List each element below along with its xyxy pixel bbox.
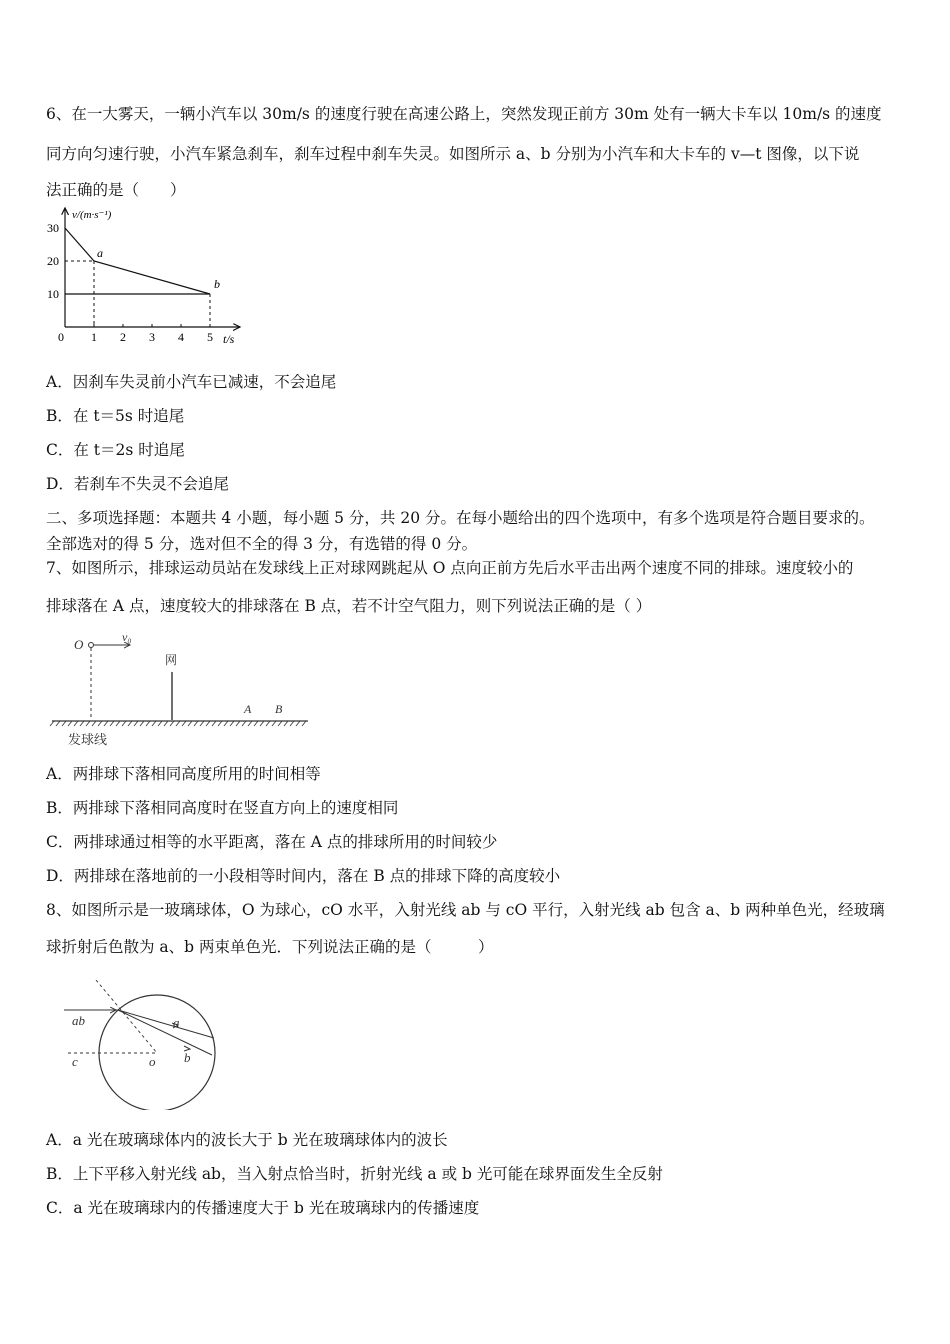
- normal-line: [96, 980, 157, 1053]
- ground-hatch: [128, 721, 132, 726]
- ground-hatch: [266, 721, 270, 726]
- section2-instructions: 全部选对的得 5 分，选对但不全的得 3 分，有选错的得 0 分。: [46, 535, 478, 553]
- x-tick-label: 0: [58, 330, 64, 344]
- glass-sphere-figure: [60, 980, 230, 1110]
- ground-hatch: [80, 721, 84, 726]
- q7-option-a[interactable]: A．两排球下落相同高度所用的时间相等: [46, 765, 321, 783]
- x-tick-label: 4: [178, 330, 184, 344]
- ground-hatch: [116, 721, 120, 726]
- x-tick-label: 3: [149, 330, 155, 344]
- series-a-line: [65, 228, 210, 294]
- ground-hatch: [98, 721, 102, 726]
- q6-option-b[interactable]: B．在 t＝5s 时追尾: [46, 407, 185, 425]
- ground-hatch: [170, 721, 174, 726]
- vt-graph: [40, 200, 250, 350]
- x-tick-label: 2: [120, 330, 126, 344]
- y-tick-label: 10: [47, 287, 59, 301]
- section2-heading: 二、多项选择题：本题共 4 小题，每小题 5 分，共 20 分。在每小题给出的四个选项中，有多个选项是符合题目要求的。: [46, 509, 875, 527]
- vt-label-b: b: [214, 277, 220, 291]
- label-b: b: [184, 1050, 191, 1065]
- ground-hatch: [104, 721, 108, 726]
- ground-hatch: [272, 721, 276, 726]
- vt-y-label: v/(m·s⁻¹): [72, 209, 112, 221]
- ground-hatch: [158, 721, 162, 726]
- q8-option-b[interactable]: B．上下平移入射光线 ab，当入射点恰当时，折射光线 a 或 b 光可能在球界面发生全反射: [46, 1165, 663, 1183]
- ground-hatch: [152, 721, 156, 726]
- ground-hatch: [62, 721, 66, 726]
- q8-line-2: 球折射后色散为 a、b 两束单色光．下列说法正确的是（ ）: [46, 938, 494, 956]
- ground-hatch: [122, 721, 126, 726]
- ground-hatch: [212, 721, 216, 726]
- label-ab: ab: [72, 1013, 85, 1028]
- q6-option-c[interactable]: C．在 t＝2s 时追尾: [46, 441, 185, 459]
- q6-option-a[interactable]: A．因刹车失灵前小汽车已减速，不会追尾: [46, 373, 337, 391]
- point-O: [89, 643, 94, 648]
- q6-line-2: 同方向匀速行驶，小汽车紧急刹车，刹车过程中刹车失灵。如图所示 a、b 分别为小汽车和大卡车的 v—t 图像，以下说: [46, 145, 860, 163]
- ground-hatch: [206, 721, 210, 726]
- label-A: A: [244, 702, 252, 716]
- ground-hatch: [260, 721, 264, 726]
- ground-hatch: [290, 721, 294, 726]
- label-O: O: [74, 637, 84, 652]
- ground-hatch: [278, 721, 282, 726]
- label-v0: v₀: [122, 630, 132, 644]
- ground-hatch: [74, 721, 78, 726]
- ground-hatch: [110, 721, 114, 726]
- ground-hatch: [296, 721, 300, 726]
- ground-hatch: [50, 721, 54, 726]
- y-tick-label: 20: [47, 254, 59, 268]
- label-serve-line: 发球线: [68, 732, 108, 747]
- ground-hatch: [302, 721, 306, 726]
- q6-line-1: 6、在一大雾天，一辆小汽车以 30m/s 的速度行驶在高速公路上，突然发现正前方 30m 处有一辆大卡车以 10m/s 的速度: [46, 105, 882, 123]
- x-tick-label: 1: [91, 330, 97, 344]
- ground-hatch: [224, 721, 228, 726]
- ground-hatch: [248, 721, 252, 726]
- ground-hatch: [176, 721, 180, 726]
- q6-line-3: 法正确的是（ ）: [46, 181, 186, 199]
- x-tick-label: 5: [207, 330, 213, 344]
- vt-label-a: a: [97, 246, 103, 260]
- ground-hatch: [140, 721, 144, 726]
- vt-x-label: t/s: [223, 332, 235, 346]
- ground-hatch: [236, 721, 240, 726]
- ground-hatch: [86, 721, 90, 726]
- q7-line-2: 排球落在 A 点，速度较大的排球落在 B 点，若不计空气阻力，则下列说法正确的是（ ）: [46, 597, 652, 615]
- label-B: B: [275, 702, 283, 716]
- ground-hatch: [68, 721, 72, 726]
- volleyball-figure: [46, 628, 316, 748]
- ground-hatch: [194, 721, 198, 726]
- ground-hatch: [92, 721, 96, 726]
- q8-option-c[interactable]: C．a 光在玻璃球内的传播速度大于 b 光在玻璃球内的传播速度: [46, 1199, 480, 1217]
- ground-hatch: [218, 721, 222, 726]
- ground-hatch: [284, 721, 288, 726]
- label-a: a: [173, 1015, 180, 1030]
- ground-hatch: [146, 721, 150, 726]
- q7-line-1: 7、如图所示，排球运动员站在发球线上正对球网跳起从 O 点向正前方先后水平击出两个速度不同的排球。速度较小的: [46, 559, 854, 577]
- ground-hatch: [242, 721, 246, 726]
- q8-line-1: 8、如图所示是一玻璃球体，O 为球心，cO 水平，入射光线 ab 与 cO 平行，入射光线 ab 包含 a、b 两种单色光，经玻璃: [46, 901, 885, 919]
- ground-hatch: [134, 721, 138, 726]
- ground-hatch: [188, 721, 192, 726]
- ground-hatch: [56, 721, 60, 726]
- label-c: c: [72, 1054, 78, 1069]
- q7-option-d[interactable]: D．两排球在落地前的一小段相等时间内，落在 B 点的排球下降的高度较小: [46, 867, 561, 885]
- ground-hatch: [200, 721, 204, 726]
- q6-option-d[interactable]: D．若刹车不失灵不会追尾: [46, 475, 229, 493]
- ground-hatch: [254, 721, 258, 726]
- y-tick-label: 30: [47, 221, 59, 235]
- q7-option-b[interactable]: B．两排球下落相同高度时在竖直方向上的速度相同: [46, 799, 399, 817]
- label-o: o: [149, 1054, 156, 1069]
- ground-hatch: [164, 721, 168, 726]
- q8-option-a[interactable]: A．a 光在玻璃球体内的波长大于 b 光在玻璃球体内的波长: [46, 1131, 448, 1149]
- glass-sphere: [99, 995, 215, 1110]
- label-net: 网: [165, 653, 178, 667]
- q7-option-c[interactable]: C．两排球通过相等的水平距离，落在 A 点的排球所用的时间较少: [46, 833, 498, 851]
- refracted-ray-b: [118, 1010, 212, 1055]
- ground-hatch: [230, 721, 234, 726]
- ground-hatch: [182, 721, 186, 726]
